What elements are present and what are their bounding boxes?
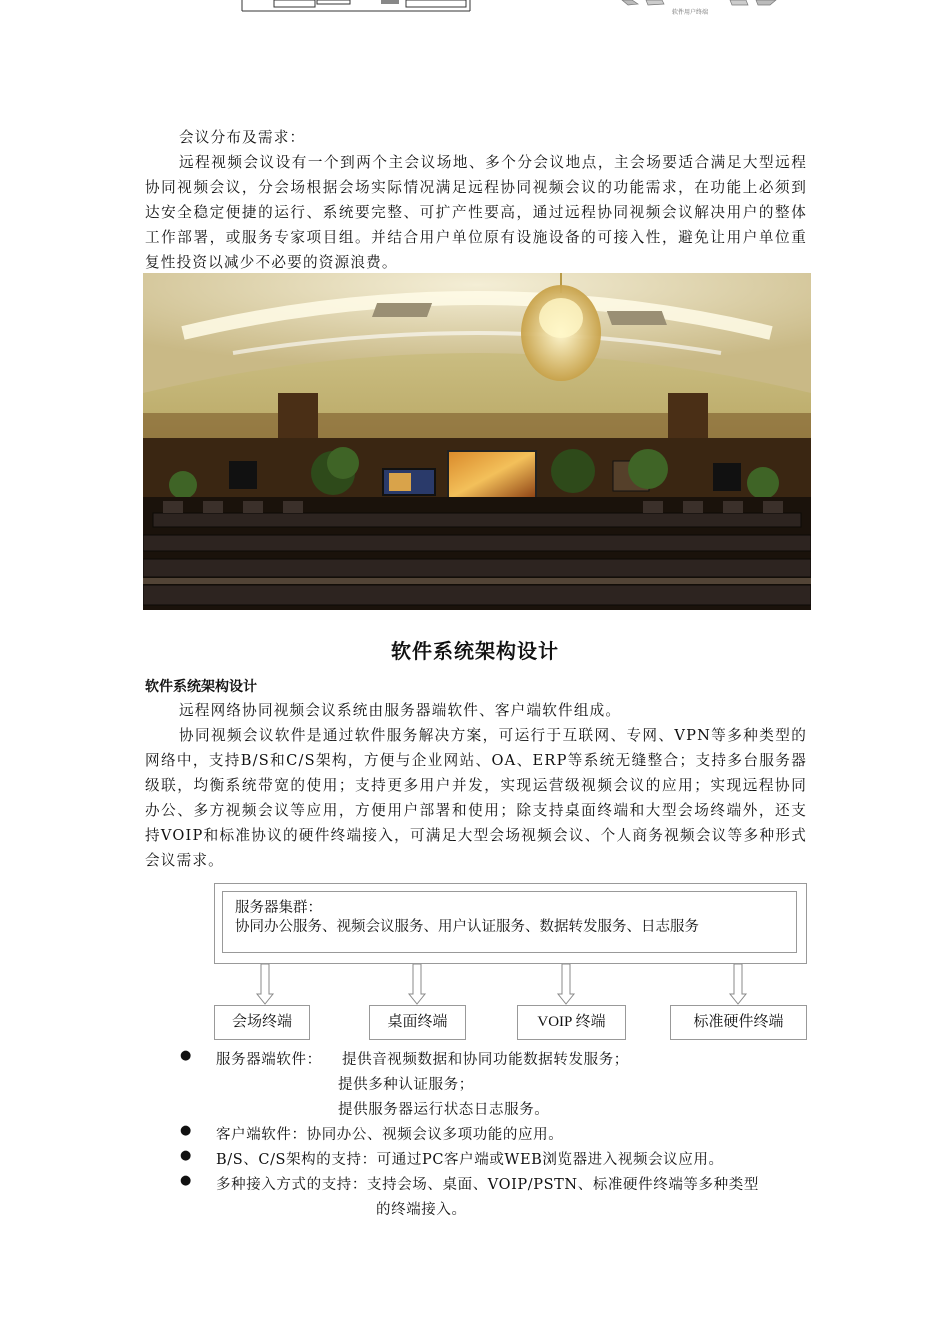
arrow-icon: [257, 964, 273, 1004]
bullet-continuation: 提供服务器运行状态日志服务。: [338, 1102, 550, 1118]
arrow-icon: [730, 964, 746, 1004]
architecture-para-1: 远程网络协同视频会议系统由服务器端软件、客户端软件组成。: [179, 702, 622, 719]
arrow-icon: [558, 964, 574, 1004]
terminal-desktop: 桌面终端: [369, 1005, 466, 1040]
arrow-icon: [409, 964, 425, 1004]
section-subtitle: 软件系统架构设计: [145, 679, 257, 695]
diagram-caption: 软件用户终端: [672, 9, 709, 16]
bullet-text: 提供音视频数据和协同功能数据转发服务；: [342, 1052, 629, 1068]
architecture-para-2: 协同视频会议软件是通过软件服务解决方案，可运行于互联网、专网、VPN等多种类型的网络中，支持B/S和C/S架构，方便与企业网站、OA、ERP等系统无缝整合；支持多台服务器级联，均衡系统带宽的使用；支持更多用户并发，实现运营级视频会议的应用；实现远程协同办公、多方视频会议等应用，方便用户部署和使用；除支持桌面终端和大型会场终端外，还支持VOIP和标准协议的硬件终端接入，可满足大型会场视频会议、个人商务视频会议等多种形式会议需求。: [145, 727, 807, 869]
bullet-continuation: 提供多种认证服务；: [338, 1077, 474, 1093]
architecture-description: [145, 698, 807, 873]
bullet-dot-icon: ●: [180, 1173, 192, 1188]
bullet-label: 服务器端软件：: [216, 1052, 322, 1068]
conference-hall-photo: [143, 273, 811, 610]
section-title: 软件系统架构设计: [391, 639, 559, 663]
bullet-continuation: 的终端接入。: [376, 1202, 467, 1218]
bullet-text: B/S、C/S架构的支持：可通过PC客户端或WEB浏览器进入视频会议应用。: [216, 1152, 724, 1168]
server-cluster-box: [222, 891, 797, 953]
terminal-voip: VOIP 终端: [517, 1005, 626, 1040]
bullet-text: 客户端软件：协同办公、视频会议多项功能的应用。: [216, 1127, 564, 1143]
section-meeting-requirements: [145, 125, 807, 275]
bullet-dot-icon: ●: [180, 1148, 192, 1163]
terminal-standard-hardware: 标准硬件终端: [670, 1005, 807, 1040]
requirements-body: 远程视频会议设有一个到两个主会议场地、多个分会议地点，主会场要适合满足大型远程协同视频会议，分会场根据会场实际情况满足远程协同视频会议的功能需求，在功能上必须到达安全稳定便捷的运行、系统要完整、可扩产性要高，通过远程协同视频会议解决用户的整体工作部署，或服务专家项目组。并结合用户单位原有设施设备的可接入性，避免让用户单位重复性投资以减少不必要的资源浪费。: [145, 154, 807, 271]
bullet-dot-icon: ●: [180, 1123, 192, 1138]
terminal-venue: 会场终端: [214, 1005, 310, 1040]
cropped-diagram-fragment: [241, 0, 471, 12]
bullet-text: 多种接入方式的支持：支持会场、桌面、VOIP/PSTN、标准硬件终端等多种类型: [216, 1177, 759, 1193]
bullet-dot-icon: ●: [180, 1048, 192, 1063]
server-cluster-title: 服务器集群：: [235, 900, 322, 916]
requirements-label: 会议分布及需求：: [179, 129, 306, 146]
diagram-arrows: [250, 964, 760, 1006]
server-cluster-services: 协同办公服务、视频会议服务、用户认证服务、数据转发服务、日志服务: [235, 919, 699, 935]
